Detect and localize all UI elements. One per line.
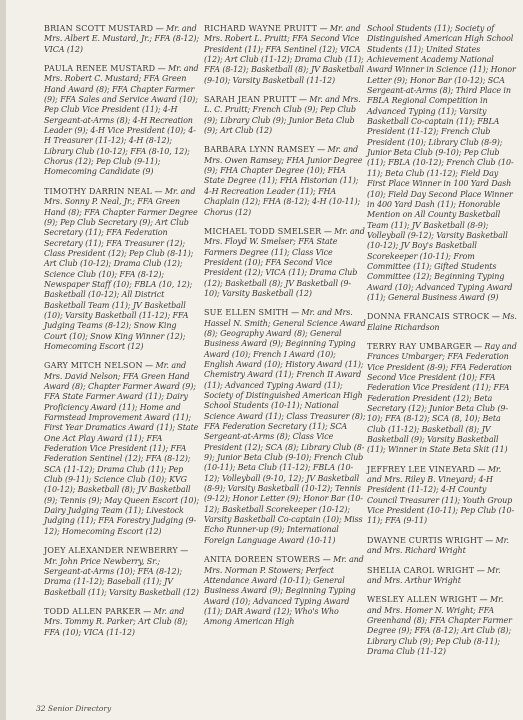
directory-entry: [367, 536, 517, 557]
directory-entry: [367, 566, 517, 587]
student-details: — Mr. and Mrs. David Nelson; FFA Green Hand Award (8); Chapter Farmer Award (9); FFA State Farmer Award (11); Dairy Proficiency Award (11); Home and Farmstead Improvement Award (11); First Year Dramatics Award (11); State One Act Play Award (11); FFA Federation Vice President (11); FFA Federation Sentinel (12); FFA (8-12); SCA (11-12); Drama Club (11); Pep Club (9-11); Science Club (10); KVG (10-12); Basketball (8); JV Basketball (9); Tennis (9); May Queen Escort (10); Dairy Judging Team (11); Livestock Judging (11); FFA Forestry Judging (9-12); Homecoming Escort (12): [44, 361, 200, 536]
directory-entry: [44, 361, 200, 537]
directory-entry: [367, 342, 517, 456]
student-name: DONNA FRANCAIS STROCK: [367, 312, 490, 322]
student-name: MICHAEL TODD SMELSER: [204, 226, 322, 236]
student-details: — Mr. and Mrs. Homer N. Wright; FFA Greenhand (8); FFA Chapter Farmer Degree (9); FFA (8-12); Art Club (8); Library Club (9); Pep Club (8-11); Drama Club (11-12): [367, 595, 512, 656]
student-name: DWAYNE CURTIS WRIGHT: [367, 535, 483, 545]
column-right: [367, 24, 517, 666]
student-name: SUE ELLEN SMITH: [204, 308, 289, 318]
directory-entry: [44, 24, 200, 55]
student-name: WESLEY ALLEN WRIGHT: [367, 595, 478, 605]
student-name: JEFFREY LEE VINEYARD: [367, 464, 476, 474]
directory-entry: [367, 312, 517, 333]
student-name: RICHARD WAYNE PRUITT: [204, 24, 318, 33]
student-details: — Mr. and Mrs. Arthur Wright: [367, 565, 501, 585]
student-name: BARBARA LYNN RAMSEY: [204, 145, 315, 155]
student-details: — Mr. and Mrs. Floyd W. Smelser; FFA State Farmers Degree (11); Class Vice President (10); FFA Second Vice President (12); VICA (11); Drama Club (12); Basketball (8); JV Basketball (9-10); Varsity Basketball (12): [204, 226, 365, 298]
student-details: — Mr. and Mrs. Richard Wright: [367, 535, 509, 556]
directory-entry: [44, 64, 200, 178]
student-name: GARY MITCH NELSON: [44, 361, 143, 371]
student-name: PAULA RENEE MUSTARD: [44, 64, 156, 74]
student-details: — Mr. and Mrs. Albert E. Mustard, Jr.; FFA (8-12); VICA (12): [44, 24, 199, 54]
student-details: — Mr. and Mrs. Hassel N. Smith; General Science Award (8); Geography Award (8); General Business Award (9); Beginning Typing Award (10); French I Award (10); English Award (10); History Award (11); Chemistry Award (11); French II Award (11); Advanced Typing Award (11); Society of Distinguished American High School Students (10-11); National Science Award (11); Class Treasurer (8); FFA Federation Secretary (11); SCA Sergeant-at-Arms (8); Class Vice President (12); SCA (8); Library Club (8-9); Junior Beta Club (9-10); French Club (10-11); Beta Club (11-12); FBLA (10-12); Volleyball (9-10, 12); JV Basketball (8-9); Varsity Basketball (10-12); Tennis (9-12); Honor Letter (9); Honor Bar (10-12); Basketball Scorekeeper (10-12); Varsity Basketball Co-captain (10); Miss Echo Runner-up (9); International Foreign Language Award (10-11): [204, 308, 366, 545]
directory-entry: [367, 595, 517, 657]
directory-entry: [204, 145, 366, 217]
student-name: JOEY ALEXANDER NEWBERRY: [44, 546, 178, 556]
column-left: [44, 24, 200, 647]
student-details: — Ms. Elaine Richardson: [367, 312, 517, 332]
student-details: School Students (11); Society of Distinguished American High School Students (11); United States Achievement Academy National Award Winner in Science (11); Honor Letter (9); Honor Bar (10-12); SCA Sergeant-at-Arms (8); Third Place in FBLA Regional Competition in Advanced Typing (11); Varsity Basketball Co-captain (11); FBLA President (11-12); French Club President (10); Library Club (8-9); Junior Beta Club (9-10); Pep Club (11); FBLA (10-12); French Club (10-11); Beta Club (11-12); Field Day First Place Winner in 100 Yard Dash (10); Field Day Second Place Winner in 400 Yard Dash (11); Honorable Mention on All County Basketball Team (11); JV Basketball (8-9); Volleyball (9-12); Varsity Basketball (10-12); JV Boy's Basketball Scorekeeper (10-11); From Committee (11); Gifted Students Committee (12); Beginning Typing Award (10); Advanced Typing Award (11); General Business Award (9): [367, 24, 516, 302]
student-name: TODD ALLEN PARKER: [44, 606, 141, 616]
student-name: BRIAN SCOTT MUSTARD: [44, 24, 154, 33]
student-details: — Mr. and Mrs. Norman P. Stowers; Perfect Attendance Award (10-11); General Business Award (9); Beginning Typing Award (10); Advanced Typing Award (11); DAR Award (12); Who's Who Among American High: [204, 555, 364, 627]
student-name: SHELIA CAROL WRIGHT: [367, 565, 475, 575]
directory-entry: [44, 607, 200, 638]
student-details: — Mr. and Mrs. L. C. Pruitt; French Club (9); Pep Club (9); Library Club (9); Junior Beta Club (9); Art Club (12): [204, 95, 361, 136]
page-footer: 32 Senior Directory: [36, 704, 112, 713]
student-details: — Ray and Frances Umbarger; FFA Federation Vice President (8-9); FFA Federation Second Vice President (10); FFA Federation Vice President (11); FFA Federation President (12); Beta Secretary (12); Junior Beta Club (9-10); FFA (8-12); SCA (8, 10); Beta Club (11-12); Basketball (8); JV Basketball (9); Varsity Basketball (11); Winner in State Beta Skit (11): [367, 341, 517, 455]
student-details: — Mr. and Mrs. Owen Ramsey; FHA Junior Degree (9); FHA Chapter Degree (10); FHA State Degree (11); FHA Historian (11); 4-H Recreation Leader (11); FHA Chaplain (12); FHA (8-12); 4-H (10-11); Chorus (12): [204, 145, 363, 217]
directory-entry: [44, 187, 200, 353]
student-name: ANITA DOREEN STOWERS: [204, 555, 321, 565]
directory-entry: [204, 555, 366, 627]
directory-entry: [367, 465, 517, 527]
student-details: — Mr. and Mrs. Robert C. Mustard; FFA Green Hand Award (8); FFA Chapter Farmer (9); FFA Sales and Service Award (10); Pep Club Vice President (11); 4-H Sergeant-at-Arms (8); 4-H Recreation Leader (9); 4-H Vice President (10); 4-H Treasurer (11-12); 4-H (8-12); Library Club (10-12); FFA (8-10, 12); Chorus (12); Pep Club (9-11); Homecoming Candidate (9): [44, 64, 199, 177]
student-details: — Mr. and Mrs. Tommy R. Parker; Art Club (8); FFA (10); VICA (11-12): [44, 606, 188, 637]
directory-entry: [204, 95, 366, 136]
directory-entry: [204, 227, 366, 299]
student-name: TERRY RAY UMBARGER: [367, 341, 472, 351]
directory-entry: [204, 24, 366, 86]
student-name: SARAH JEAN PRUITT: [204, 95, 297, 105]
column-middle: [204, 24, 366, 637]
student-details: — Mr. and Mrs. Sonny P. Neal, Jr.; FFA Green Hand (8); FFA Chapter Farmer Degree (9); Pep Club Secretary (9); Art Club Secretary (11); FFA Federation Secretary (11); FFA Treasurer (12); Class President (12); Pep Club (8-11); Art Club (10-12); Drama Club (12); Science Club (10); FFA (8-12); Newspaper Staff (10); FBLA (10, 12); Basketball (10-12); All District Basketball Team (11); JV Basketball (10); Varsity Basketball (11-12); FFA Judging Teams (8-12); Snow King Court (10); Snow King Winner (12); Homecoming Escort (12): [44, 186, 198, 351]
directory-entry: [44, 546, 200, 598]
student-details: — Mr. and Mrs. Robert L. Pruitt; FFA Second Vice President (11); FFA Sentinel (12); VICA (12); Art Club (11-12); Drama Club (11); FFA (8-12); Basketball (8); JV Basketball (9-10); Varsity Basketball (11-12): [204, 24, 364, 85]
directory-entry: [367, 24, 517, 303]
student-details: — Mr. John Price Newberry, Sr.; Sergeant-at-Arms (10); FFA (8-12); Drama (11-12); Baseball (11); JV Basketball (11); Varsity Basketball (12): [44, 546, 199, 597]
directory-entry: [204, 308, 366, 546]
student-name: TIMOTHY DARRIN NEAL: [44, 186, 153, 196]
student-details: — Mr. and Mrs. Riley B. Vineyard; 4-H President (11-12); 4-H County Council Treasurer (11); Youth Group Vice President (10-11); Pep Club (10-11); FFA (9-11): [367, 464, 515, 526]
